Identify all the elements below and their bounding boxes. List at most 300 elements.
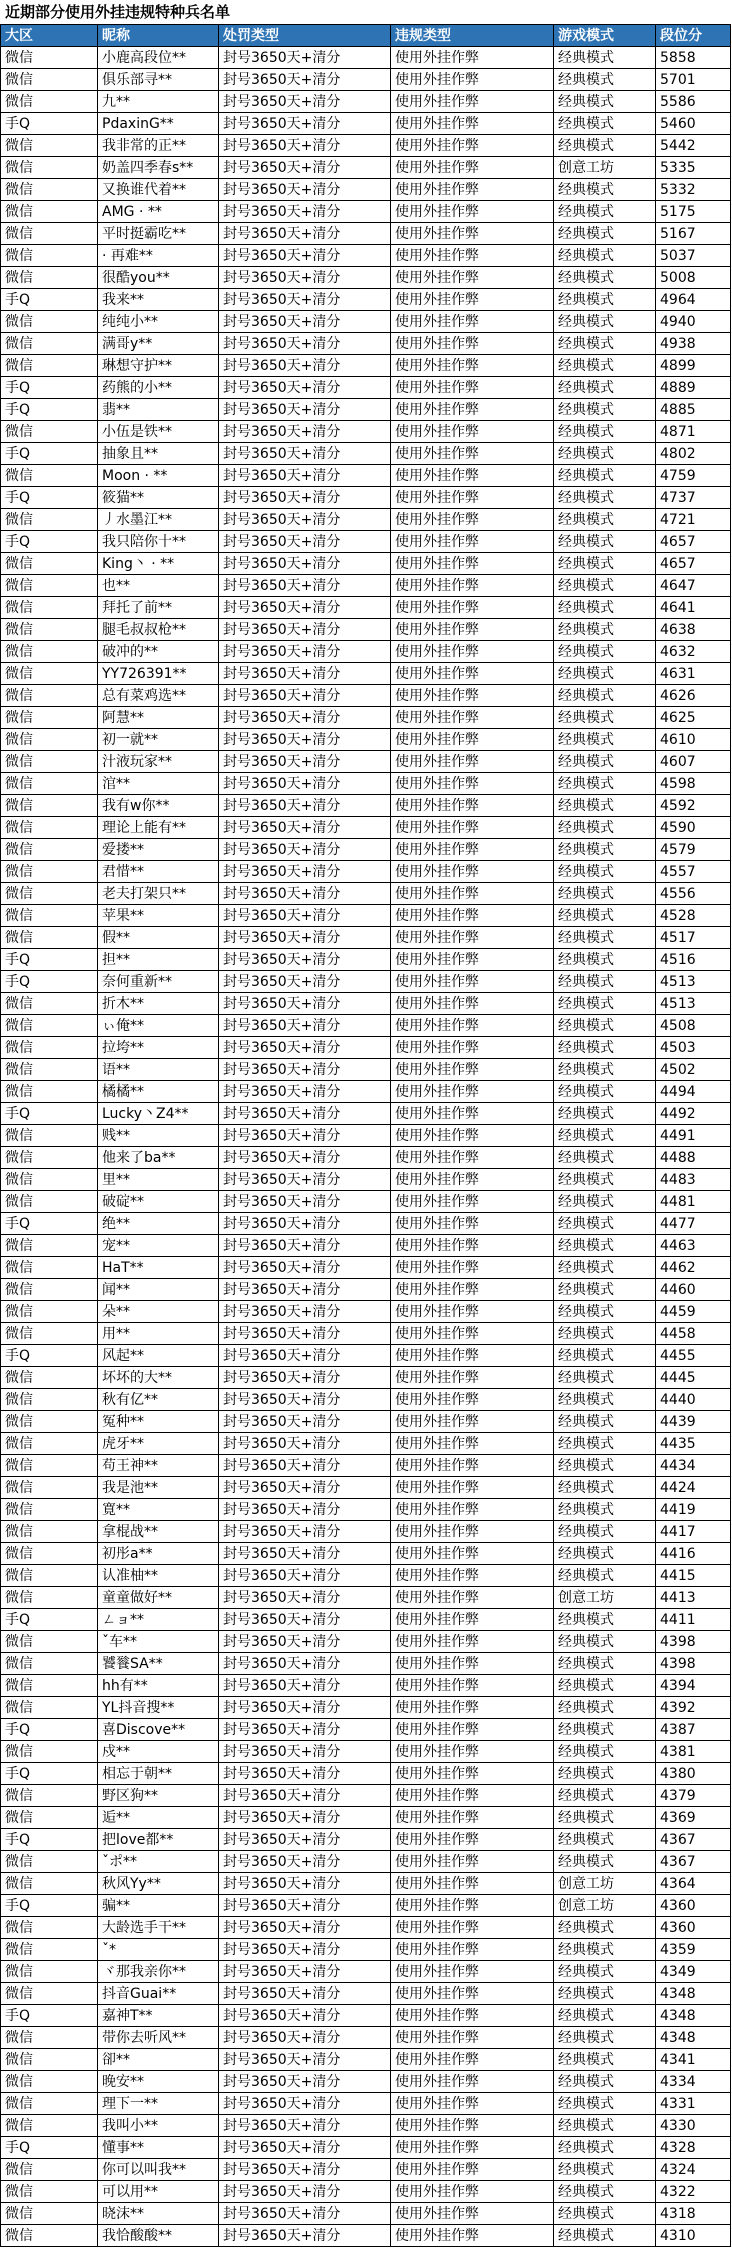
cell-violation-type: 使用外挂作弊 [391,1015,554,1037]
cell-penalty-type: 封号3650天+清分 [219,1191,391,1213]
table-row [1,685,731,707]
cell-rank-score: 4556 [656,883,731,905]
cell-penalty-type: 封号3650天+清分 [219,1257,391,1279]
cell-rank-score: 4324 [656,2159,731,2181]
cell-penalty-type: 封号3650天+清分 [219,1301,391,1323]
cell-penalty-type: 封号3650天+清分 [219,1961,391,1983]
cell-region: 微信 [1,1873,98,1895]
table-row [1,597,731,619]
cell-violation-type: 使用外挂作弊 [391,1477,554,1499]
cell-violation-type: 使用外挂作弊 [391,1323,554,1345]
cell-region: 微信 [1,47,98,69]
cell-game-mode: 经典模式 [554,2159,656,2181]
cell-nickname: 野区狗** [98,1785,219,1807]
cell-penalty-type: 封号3650天+清分 [219,993,391,1015]
cell-nickname: 理论上能有** [98,817,219,839]
cell-nickname: 大龄选手干** [98,1917,219,1939]
table-row [1,135,731,157]
header-rank-score: 段位分 [656,25,731,47]
cell-game-mode: 经典模式 [554,201,656,223]
cell-nickname: 认准柚** [98,1565,219,1587]
cell-rank-score: 4455 [656,1345,731,1367]
cell-game-mode: 经典模式 [554,1389,656,1411]
table-row [1,465,731,487]
cell-penalty-type: 封号3650天+清分 [219,157,391,179]
cell-nickname: 汁液玩家** [98,751,219,773]
table-row [1,1147,731,1169]
cell-rank-score: 4503 [656,1037,731,1059]
cell-rank-score: 4348 [656,2027,731,2049]
cell-penalty-type: 封号3650天+清分 [219,707,391,729]
cell-region: 微信 [1,1653,98,1675]
cell-game-mode: 经典模式 [554,2115,656,2137]
cell-rank-score: 4394 [656,1675,731,1697]
table-row [1,1367,731,1389]
cell-nickname: 奶盖四季春s** [98,157,219,179]
cell-rank-score: 4322 [656,2181,731,2203]
cell-penalty-type: 封号3650天+清分 [219,1125,391,1147]
cell-nickname: 秋有亿** [98,1389,219,1411]
cell-region: 微信 [1,2181,98,2203]
table-row [1,157,731,179]
cell-nickname: 理下一** [98,2093,219,2115]
cell-game-mode: 经典模式 [554,1609,656,1631]
cell-region: 微信 [1,1037,98,1059]
cell-region: 微信 [1,773,98,795]
cell-violation-type: 使用外挂作弊 [391,2093,554,2115]
cell-violation-type: 使用外挂作弊 [391,311,554,333]
cell-nickname: 语** [98,1059,219,1081]
cell-violation-type: 使用外挂作弊 [391,1433,554,1455]
table-row [1,201,731,223]
table-row [1,949,731,971]
cell-rank-score: 4463 [656,1235,731,1257]
cell-penalty-type: 封号3650天+清分 [219,135,391,157]
cell-nickname: 可以用** [98,2181,219,2203]
cell-rank-score: 4610 [656,729,731,751]
cell-violation-type: 使用外挂作弊 [391,1763,554,1785]
cell-rank-score: 4657 [656,531,731,553]
cell-penalty-type: 封号3650天+清分 [219,1521,391,1543]
cell-region: 微信 [1,729,98,751]
cell-violation-type: 使用外挂作弊 [391,2005,554,2027]
cell-penalty-type: 封号3650天+清分 [219,1103,391,1125]
header-penalty-type: 处罚类型 [219,25,391,47]
cell-penalty-type: 封号3650天+清分 [219,2137,391,2159]
cell-rank-score: 4502 [656,1059,731,1081]
table-row [1,47,731,69]
cell-penalty-type: 封号3650天+清分 [219,2049,391,2071]
cell-rank-score: 4598 [656,773,731,795]
cell-region: 手Q [1,487,98,509]
cell-penalty-type: 封号3650天+清分 [219,1147,391,1169]
cell-game-mode: 经典模式 [554,1565,656,1587]
cell-region: 微信 [1,751,98,773]
cell-penalty-type: 封号3650天+清分 [219,597,391,619]
cell-game-mode: 经典模式 [554,487,656,509]
cell-violation-type: 使用外挂作弊 [391,1851,554,1873]
table-row [1,1037,731,1059]
table-row [1,333,731,355]
cell-penalty-type: 封号3650天+清分 [219,883,391,905]
cell-violation-type: 使用外挂作弊 [391,1081,554,1103]
table-row [1,1235,731,1257]
cell-nickname: 翡** [98,399,219,421]
cell-penalty-type: 封号3650天+清分 [219,311,391,333]
cell-violation-type: 使用外挂作弊 [391,1543,554,1565]
cell-violation-type: 使用外挂作弊 [391,1917,554,1939]
cell-penalty-type: 封号3650天+清分 [219,773,391,795]
cell-region: 微信 [1,245,98,267]
cell-game-mode: 经典模式 [554,1521,656,1543]
cell-penalty-type: 封号3650天+清分 [219,487,391,509]
cell-penalty-type: 封号3650天+清分 [219,971,391,993]
cell-penalty-type: 封号3650天+清分 [219,1719,391,1741]
table-row [1,1785,731,1807]
table-row [1,751,731,773]
table-row [1,1521,731,1543]
cell-region: 微信 [1,2027,98,2049]
cell-nickname: 满哥y** [98,333,219,355]
cell-rank-score: 5586 [656,91,731,113]
cell-rank-score: 4899 [656,355,731,377]
cell-rank-score: 4398 [656,1631,731,1653]
cell-penalty-type: 封号3650天+清分 [219,1763,391,1785]
table-row [1,1741,731,1763]
cell-game-mode: 经典模式 [554,2093,656,2115]
cell-rank-score: 4607 [656,751,731,773]
cell-game-mode: 经典模式 [554,2203,656,2225]
cell-game-mode: 经典模式 [554,575,656,597]
table-row [1,861,731,883]
cell-penalty-type: 封号3650天+清分 [219,2225,391,2247]
cell-region: 微信 [1,839,98,861]
table-row [1,69,731,91]
cell-penalty-type: 封号3650天+清分 [219,795,391,817]
cell-penalty-type: 封号3650天+清分 [219,1345,391,1367]
cell-region: 微信 [1,619,98,641]
cell-region: 微信 [1,685,98,707]
cell-penalty-type: 封号3650天+清分 [219,2115,391,2137]
cell-game-mode: 创意工坊 [554,1873,656,1895]
cell-violation-type: 使用外挂作弊 [391,553,554,575]
cell-nickname: 闻** [98,1279,219,1301]
cell-region: 手Q [1,1103,98,1125]
cell-game-mode: 经典模式 [554,1103,656,1125]
table-row [1,817,731,839]
table-row [1,1675,731,1697]
cell-region: 微信 [1,1675,98,1697]
table-row [1,553,731,575]
cell-rank-score: 4938 [656,333,731,355]
table-row [1,267,731,289]
table-row [1,377,731,399]
cell-game-mode: 创意工坊 [554,1895,656,1917]
cell-rank-score: 4341 [656,2049,731,2071]
cell-violation-type: 使用外挂作弊 [391,1565,554,1587]
cell-rank-score: 4802 [656,443,731,465]
cell-game-mode: 经典模式 [554,245,656,267]
cell-region: 微信 [1,1499,98,1521]
cell-rank-score: 4721 [656,509,731,531]
cell-nickname: 我恰酸酸** [98,2225,219,2247]
cell-penalty-type: 封号3650天+清分 [219,91,391,113]
cell-region: 微信 [1,1323,98,1345]
cell-rank-score: 4415 [656,1565,731,1587]
cell-nickname: 爱搂** [98,839,219,861]
cell-region: 微信 [1,1081,98,1103]
table-row [1,2027,731,2049]
cell-violation-type: 使用外挂作弊 [391,113,554,135]
table-row [1,1631,731,1653]
cell-penalty-type: 封号3650天+清分 [219,1433,391,1455]
cell-penalty-type: 封号3650天+清分 [219,1983,391,2005]
cell-violation-type: 使用外挂作弊 [391,707,554,729]
cell-nickname: 橘橘** [98,1081,219,1103]
cell-penalty-type: 封号3650天+清分 [219,531,391,553]
cell-rank-score: 4349 [656,1961,731,1983]
cell-rank-score: 4592 [656,795,731,817]
cell-rank-score: 4367 [656,1829,731,1851]
cell-region: 微信 [1,1367,98,1389]
cell-nickname: 初彤a** [98,1543,219,1565]
table-row [1,795,731,817]
cell-region: 微信 [1,1807,98,1829]
table-row [1,1015,731,1037]
cell-game-mode: 经典模式 [554,1125,656,1147]
cell-game-mode: 经典模式 [554,993,656,1015]
table-row [1,2071,731,2093]
cell-penalty-type: 封号3650天+清分 [219,1367,391,1389]
cell-penalty-type: 封号3650天+清分 [219,179,391,201]
cell-violation-type: 使用外挂作弊 [391,1213,554,1235]
cell-region: 手Q [1,2005,98,2027]
table-row [1,619,731,641]
cell-penalty-type: 封号3650天+清分 [219,817,391,839]
cell-nickname: 苹果** [98,905,219,927]
cell-nickname: 把love都** [98,1829,219,1851]
cell-game-mode: 经典模式 [554,1411,656,1433]
cell-game-mode: 经典模式 [554,2027,656,2049]
cell-penalty-type: 封号3650天+清分 [219,1279,391,1301]
cell-game-mode: 经典模式 [554,333,656,355]
cell-violation-type: 使用外挂作弊 [391,1103,554,1125]
cell-nickname: hh有** [98,1675,219,1697]
cell-violation-type: 使用外挂作弊 [391,421,554,443]
cell-region: 手Q [1,443,98,465]
cell-rank-score: 4424 [656,1477,731,1499]
table-row [1,2049,731,2071]
cell-game-mode: 经典模式 [554,113,656,135]
cell-violation-type: 使用外挂作弊 [391,663,554,685]
cell-violation-type: 使用外挂作弊 [391,201,554,223]
table-row [1,1565,731,1587]
cell-penalty-type: 封号3650天+清分 [219,685,391,707]
cell-nickname: King丶 · ** [98,553,219,575]
cell-nickname: 他来了ba** [98,1147,219,1169]
cell-nickname: 老夫打架只** [98,883,219,905]
cell-game-mode: 经典模式 [554,1477,656,1499]
table-row [1,399,731,421]
cell-game-mode: 经典模式 [554,795,656,817]
page-title: 近期部分使用外挂违规特种兵名单 [5,3,231,21]
cell-nickname: YL抖音搜** [98,1697,219,1719]
cell-nickname: 戍** [98,1741,219,1763]
cell-game-mode: 经典模式 [554,949,656,971]
cell-penalty-type: 封号3650天+清分 [219,839,391,861]
cell-penalty-type: 封号3650天+清分 [219,2093,391,2115]
cell-game-mode: 经典模式 [554,421,656,443]
cell-game-mode: 经典模式 [554,1081,656,1103]
cell-region: 微信 [1,1389,98,1411]
cell-penalty-type: 封号3650天+清分 [219,1873,391,1895]
cell-nickname: 假** [98,927,219,949]
cell-nickname: 涫** [98,773,219,795]
cell-violation-type: 使用外挂作弊 [391,1367,554,1389]
cell-region: 微信 [1,1411,98,1433]
cell-game-mode: 经典模式 [554,399,656,421]
cell-game-mode: 经典模式 [554,1367,656,1389]
cell-violation-type: 使用外挂作弊 [391,91,554,113]
cell-penalty-type: 封号3650天+清分 [219,1081,391,1103]
cell-violation-type: 使用外挂作弊 [391,1741,554,1763]
cell-rank-score: 4416 [656,1543,731,1565]
table-row [1,2203,731,2225]
cell-rank-score: 4413 [656,1587,731,1609]
cell-violation-type: 使用外挂作弊 [391,861,554,883]
cell-rank-score: 4364 [656,1873,731,1895]
table-row [1,1851,731,1873]
cell-rank-score: 4557 [656,861,731,883]
table-row [1,2093,731,2115]
cell-region: 微信 [1,2049,98,2071]
cell-violation-type: 使用外挂作弊 [391,1345,554,1367]
table-row [1,883,731,905]
cell-nickname: 我来** [98,289,219,311]
table-row [1,1499,731,1521]
cell-penalty-type: 封号3650天+清分 [219,2203,391,2225]
cell-region: 微信 [1,883,98,905]
cell-rank-score: 5460 [656,113,731,135]
header-violation-type: 违规类型 [391,25,554,47]
table-row [1,1763,731,1785]
cell-violation-type: 使用外挂作弊 [391,685,554,707]
cell-region: 微信 [1,1939,98,1961]
cell-region: 微信 [1,179,98,201]
header-nickname: 昵称 [98,25,219,47]
cell-region: 微信 [1,597,98,619]
cell-violation-type: 使用外挂作弊 [391,1521,554,1543]
cell-region: 微信 [1,267,98,289]
table-row [1,1257,731,1279]
cell-rank-score: 4318 [656,2203,731,2225]
cell-game-mode: 经典模式 [554,1059,656,1081]
cell-violation-type: 使用外挂作弊 [391,773,554,795]
cell-nickname: HaT** [98,1257,219,1279]
cell-penalty-type: 封号3650天+清分 [219,1697,391,1719]
cell-region: 微信 [1,311,98,333]
cell-penalty-type: 封号3650天+清分 [219,1455,391,1477]
cell-violation-type: 使用外挂作弊 [391,509,554,531]
table-row [1,575,731,597]
cell-violation-type: 使用外挂作弊 [391,575,554,597]
cell-violation-type: 使用外挂作弊 [391,1169,554,1191]
table-row [1,421,731,443]
cell-nickname: Lucky丶Z4** [98,1103,219,1125]
cell-penalty-type: 封号3650天+清分 [219,1851,391,1873]
table-row [1,1081,731,1103]
cell-nickname: ˇ车** [98,1631,219,1653]
cell-region: 微信 [1,157,98,179]
cell-violation-type: 使用外挂作弊 [391,1257,554,1279]
cell-rank-score: 4460 [656,1279,731,1301]
cell-game-mode: 经典模式 [554,1015,656,1037]
cell-region: 微信 [1,861,98,883]
cell-region: 手Q [1,1609,98,1631]
cell-game-mode: 经典模式 [554,1257,656,1279]
cell-region: 微信 [1,553,98,575]
cell-violation-type: 使用外挂作弊 [391,377,554,399]
cell-nickname: 很酷you** [98,267,219,289]
cell-violation-type: 使用外挂作弊 [391,927,554,949]
cell-game-mode: 经典模式 [554,1455,656,1477]
cell-penalty-type: 封号3650天+清分 [219,509,391,531]
table-row [1,1169,731,1191]
cell-region: 微信 [1,1279,98,1301]
cell-penalty-type: 封号3650天+清分 [219,575,391,597]
cell-region: 微信 [1,1433,98,1455]
cell-game-mode: 经典模式 [554,1543,656,1565]
cell-penalty-type: 封号3650天+清分 [219,553,391,575]
cell-nickname: 丿水墨江** [98,509,219,531]
cell-penalty-type: 封号3650天+清分 [219,641,391,663]
table-row [1,1477,731,1499]
cell-game-mode: 经典模式 [554,1037,656,1059]
cell-penalty-type: 封号3650天+清分 [219,1543,391,1565]
cell-region: 微信 [1,2115,98,2137]
cell-region: 微信 [1,1543,98,1565]
cell-rank-score: 5332 [656,179,731,201]
cell-penalty-type: 封号3650天+清分 [219,1829,391,1851]
table-row [1,223,731,245]
cell-nickname: 九** [98,91,219,113]
cell-penalty-type: 封号3650天+清分 [219,619,391,641]
cell-game-mode: 经典模式 [554,751,656,773]
cell-region: 微信 [1,1059,98,1081]
cell-region: 微信 [1,1015,98,1037]
cell-violation-type: 使用外挂作弊 [391,2115,554,2137]
cell-rank-score: 4331 [656,2093,731,2115]
cell-game-mode: 经典模式 [554,1631,656,1653]
table-row [1,1873,731,1895]
cell-rank-score: 4369 [656,1807,731,1829]
table-row [1,443,731,465]
cell-rank-score: 5008 [656,267,731,289]
cell-rank-score: 4491 [656,1125,731,1147]
cell-game-mode: 经典模式 [554,1653,656,1675]
table-row [1,531,731,553]
cell-penalty-type: 封号3650天+清分 [219,1323,391,1345]
cell-nickname: 晓沫** [98,2203,219,2225]
cell-rank-score: 4940 [656,311,731,333]
cell-violation-type: 使用外挂作弊 [391,1389,554,1411]
cell-region: 微信 [1,641,98,663]
cell-rank-score: 4310 [656,2225,731,2247]
cell-penalty-type: 封号3650天+清分 [219,399,391,421]
cell-penalty-type: 封号3650天+清分 [219,1235,391,1257]
cell-game-mode: 经典模式 [554,1499,656,1521]
cell-game-mode: 经典模式 [554,1279,656,1301]
